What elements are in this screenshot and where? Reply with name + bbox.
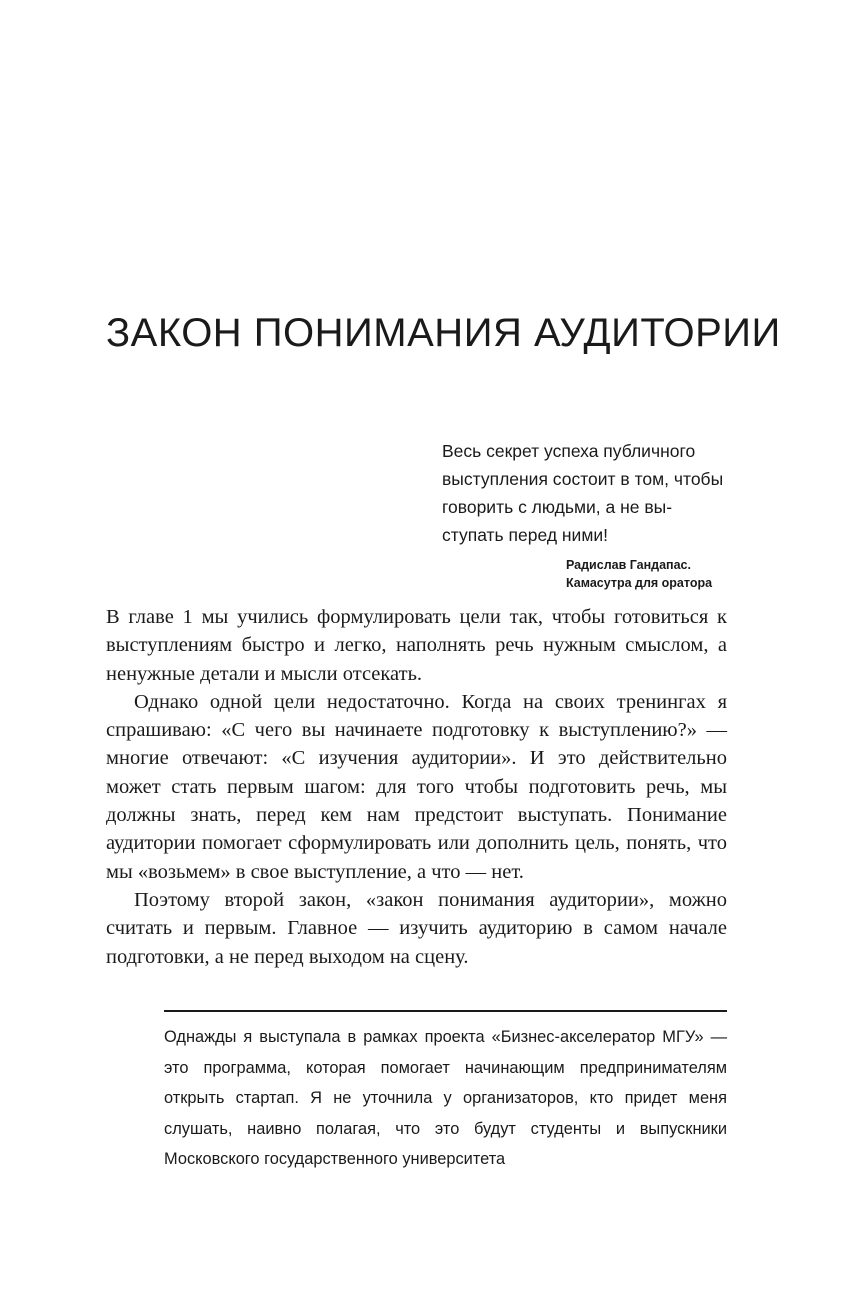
body-text (106, 603, 727, 971)
body-paragraph: Однако одной цели недостаточно. Когда на своих тренингах я спрашиваю: «С чего вы начинаете подготовку к выступлению?» — многие отвечают: «С изучения аудитории». И это действительно может стать первым шагом: для того чтобы подготовить речь, мы должны знать, перед кем нам предстоит выступать. Понимание аудитории помогает сформулировать или дополнить цель, понять, что мы «возьмем» в свое выступление, а что — нет. (106, 690, 727, 883)
chapter-title: ЗАКОН ПОНИМАНИЯ АУДИТОРИИ (106, 311, 781, 355)
body-paragraph: В главе 1 мы учились формулировать цели так, чтобы готовиться к выступлениям быстро и легко, наполнять речь нужным смыслом, а ненужные детали и мысли отсекать. (106, 606, 727, 685)
epigraph-source: Камасутра для оратора (566, 576, 713, 590)
body-paragraph: Поэтому второй закон, «закон понимания аудитории», можно считать и первым. Главное — изучить аудиторию в самом начале подготовки, а не перед выходом на сцену. (106, 888, 727, 968)
sidebar-divider (164, 1010, 727, 1012)
sidebar-story-text: Однажды я выступала в рамках проекта «Бизнес-акселератор МГУ» — это программа, которая помогает начинающим предпринимателям открыть стартап. Я не уточнила у организаторов, кто придет меня слушать, наивно полагая, что это будут студенты и выпускники Московского государственного университета (164, 1028, 727, 1168)
epigraph-author: Радислав Гандапас. (566, 558, 691, 572)
epigraph-attribution (566, 556, 727, 592)
epigraph-quote: Весь секрет успеха публичного выступления состоит в том, чтобы говорить с людьми, а не выступать перед ними! (442, 441, 724, 545)
epigraph (442, 437, 727, 592)
